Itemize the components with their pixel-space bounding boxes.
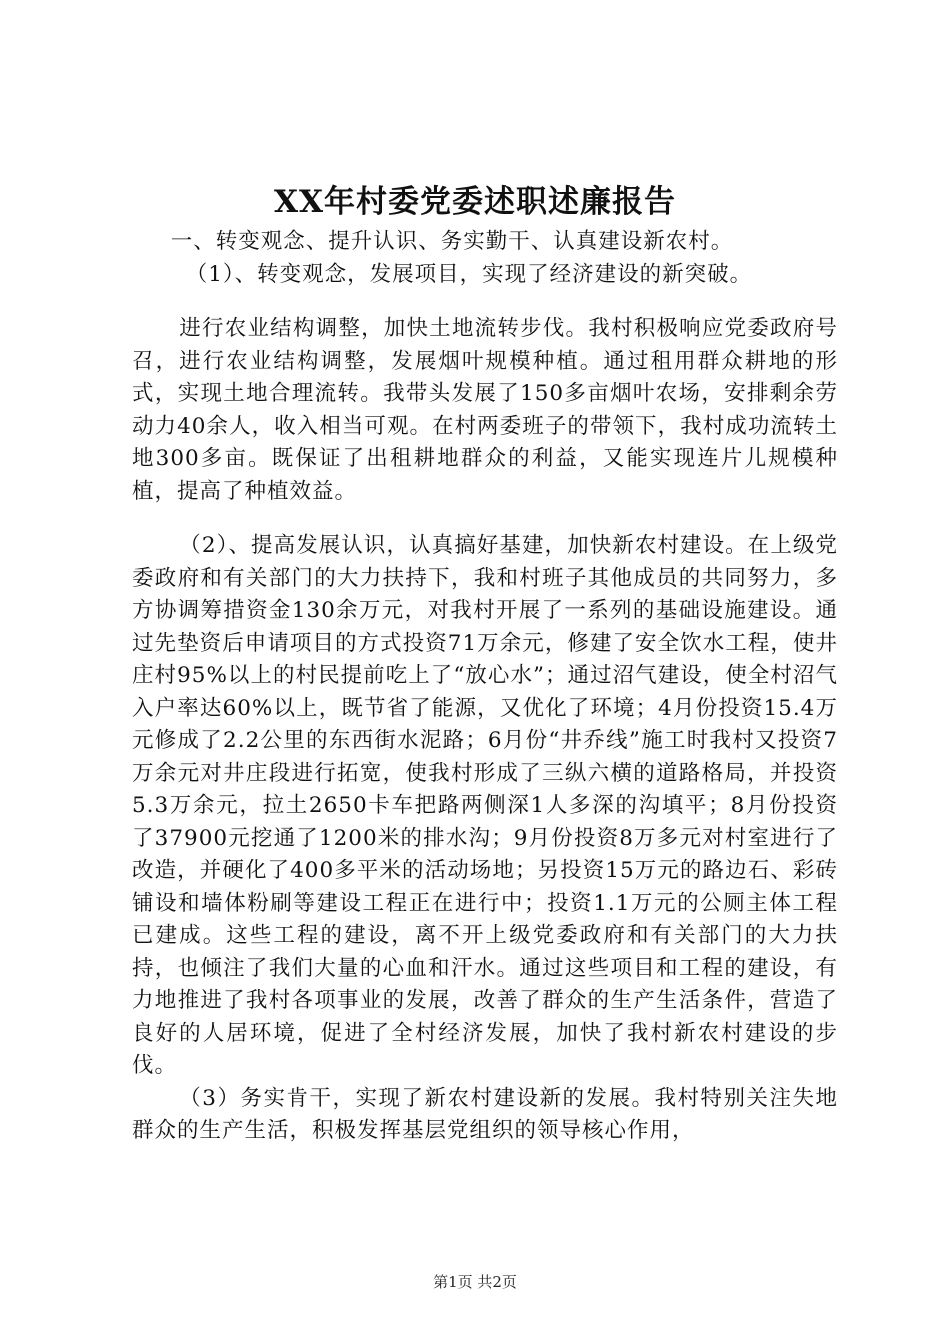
body-paragraph: （2）、提高发展认识，认真搞好基建，加快新农村建设。在上级党委政府和有关部门的大力扶持下，我和村班子其他成员的共同努力，多方协调筹措资金130余万元，对我村开展了一系列的基础设施建设。通过先垫资后申请项目的方式投资71万余元，修建了安全饮水工程，使井庄村95%以上的村民提前吃上了“放心水”；通过沼气建设，使全村沼气入户率达60%以上，既节省了能源，又优化了环境；4月份投资15.4万元修成了2.2公里的东西街水泥路；6月份“井乔线”施工时我村又投资7万余元对井庄段进行拓宽，使我村形成了三纵六横的道路格局，并投资5.3万余元，拉土2650卡车把路两侧深1人多深的沟填平；8月份投资了37900元挖通了1200米的排水沟；9月份投资8万多元对村室进行了改造，并硬化了400多平米的活动场地；另投资15万元的路边石、彩砖铺设和墙体粉刷等建设工程正在进行中；投资1.1万元的公厕主体工程已建成。这些工程的建设，离不开上级党委政府和有关部门的大力扶持，也倾注了我们大量的心血和汗水。通过这些项目和工程的建设，有力地推进了我村各项事业的发展，改善了群众的生产生活条件，营造了良好的人居环境，促进了全村经济发展，加快了我村新农村建设的步伐。	[132, 533, 838, 1078]
paragraph-gap	[132, 291, 838, 313]
paragraph-gap	[132, 508, 838, 530]
body-paragraph: 进行农业结构调整，加快土地流转步伐。我村积极响应党委政府号召，进行农业结构调整，发展烟叶规模种植。通过租用群众耕地的形式，实现土地合理流转。我带头发展了150多亩烟叶农场，安排剩余劳动力40余人，收入相当可观。在村两委班子的带领下，我村成功流转土地300多亩。既保证了出租耕地群众的利益，又能实现连片儿规模种植，提高了种植效益。	[132, 316, 838, 504]
subsection-heading: （1）、转变观念，发展项目，实现了经济建设的新突破。	[185, 261, 753, 287]
document-title: XX年村委党委述职述廉报告	[273, 184, 677, 220]
page-number: 第1页 共2页	[433, 1273, 517, 1291]
body-paragraph: （3）务实肯干，实现了新农村建设新的发展。我村特别关注失地群众的生产生活，积极发挥基层党组织的领导核心作用，	[132, 1085, 838, 1143]
document-body	[132, 226, 838, 1148]
section-heading: 一、转变观念、提升认识、务实勤干、认真建设新农村。	[170, 229, 734, 254]
